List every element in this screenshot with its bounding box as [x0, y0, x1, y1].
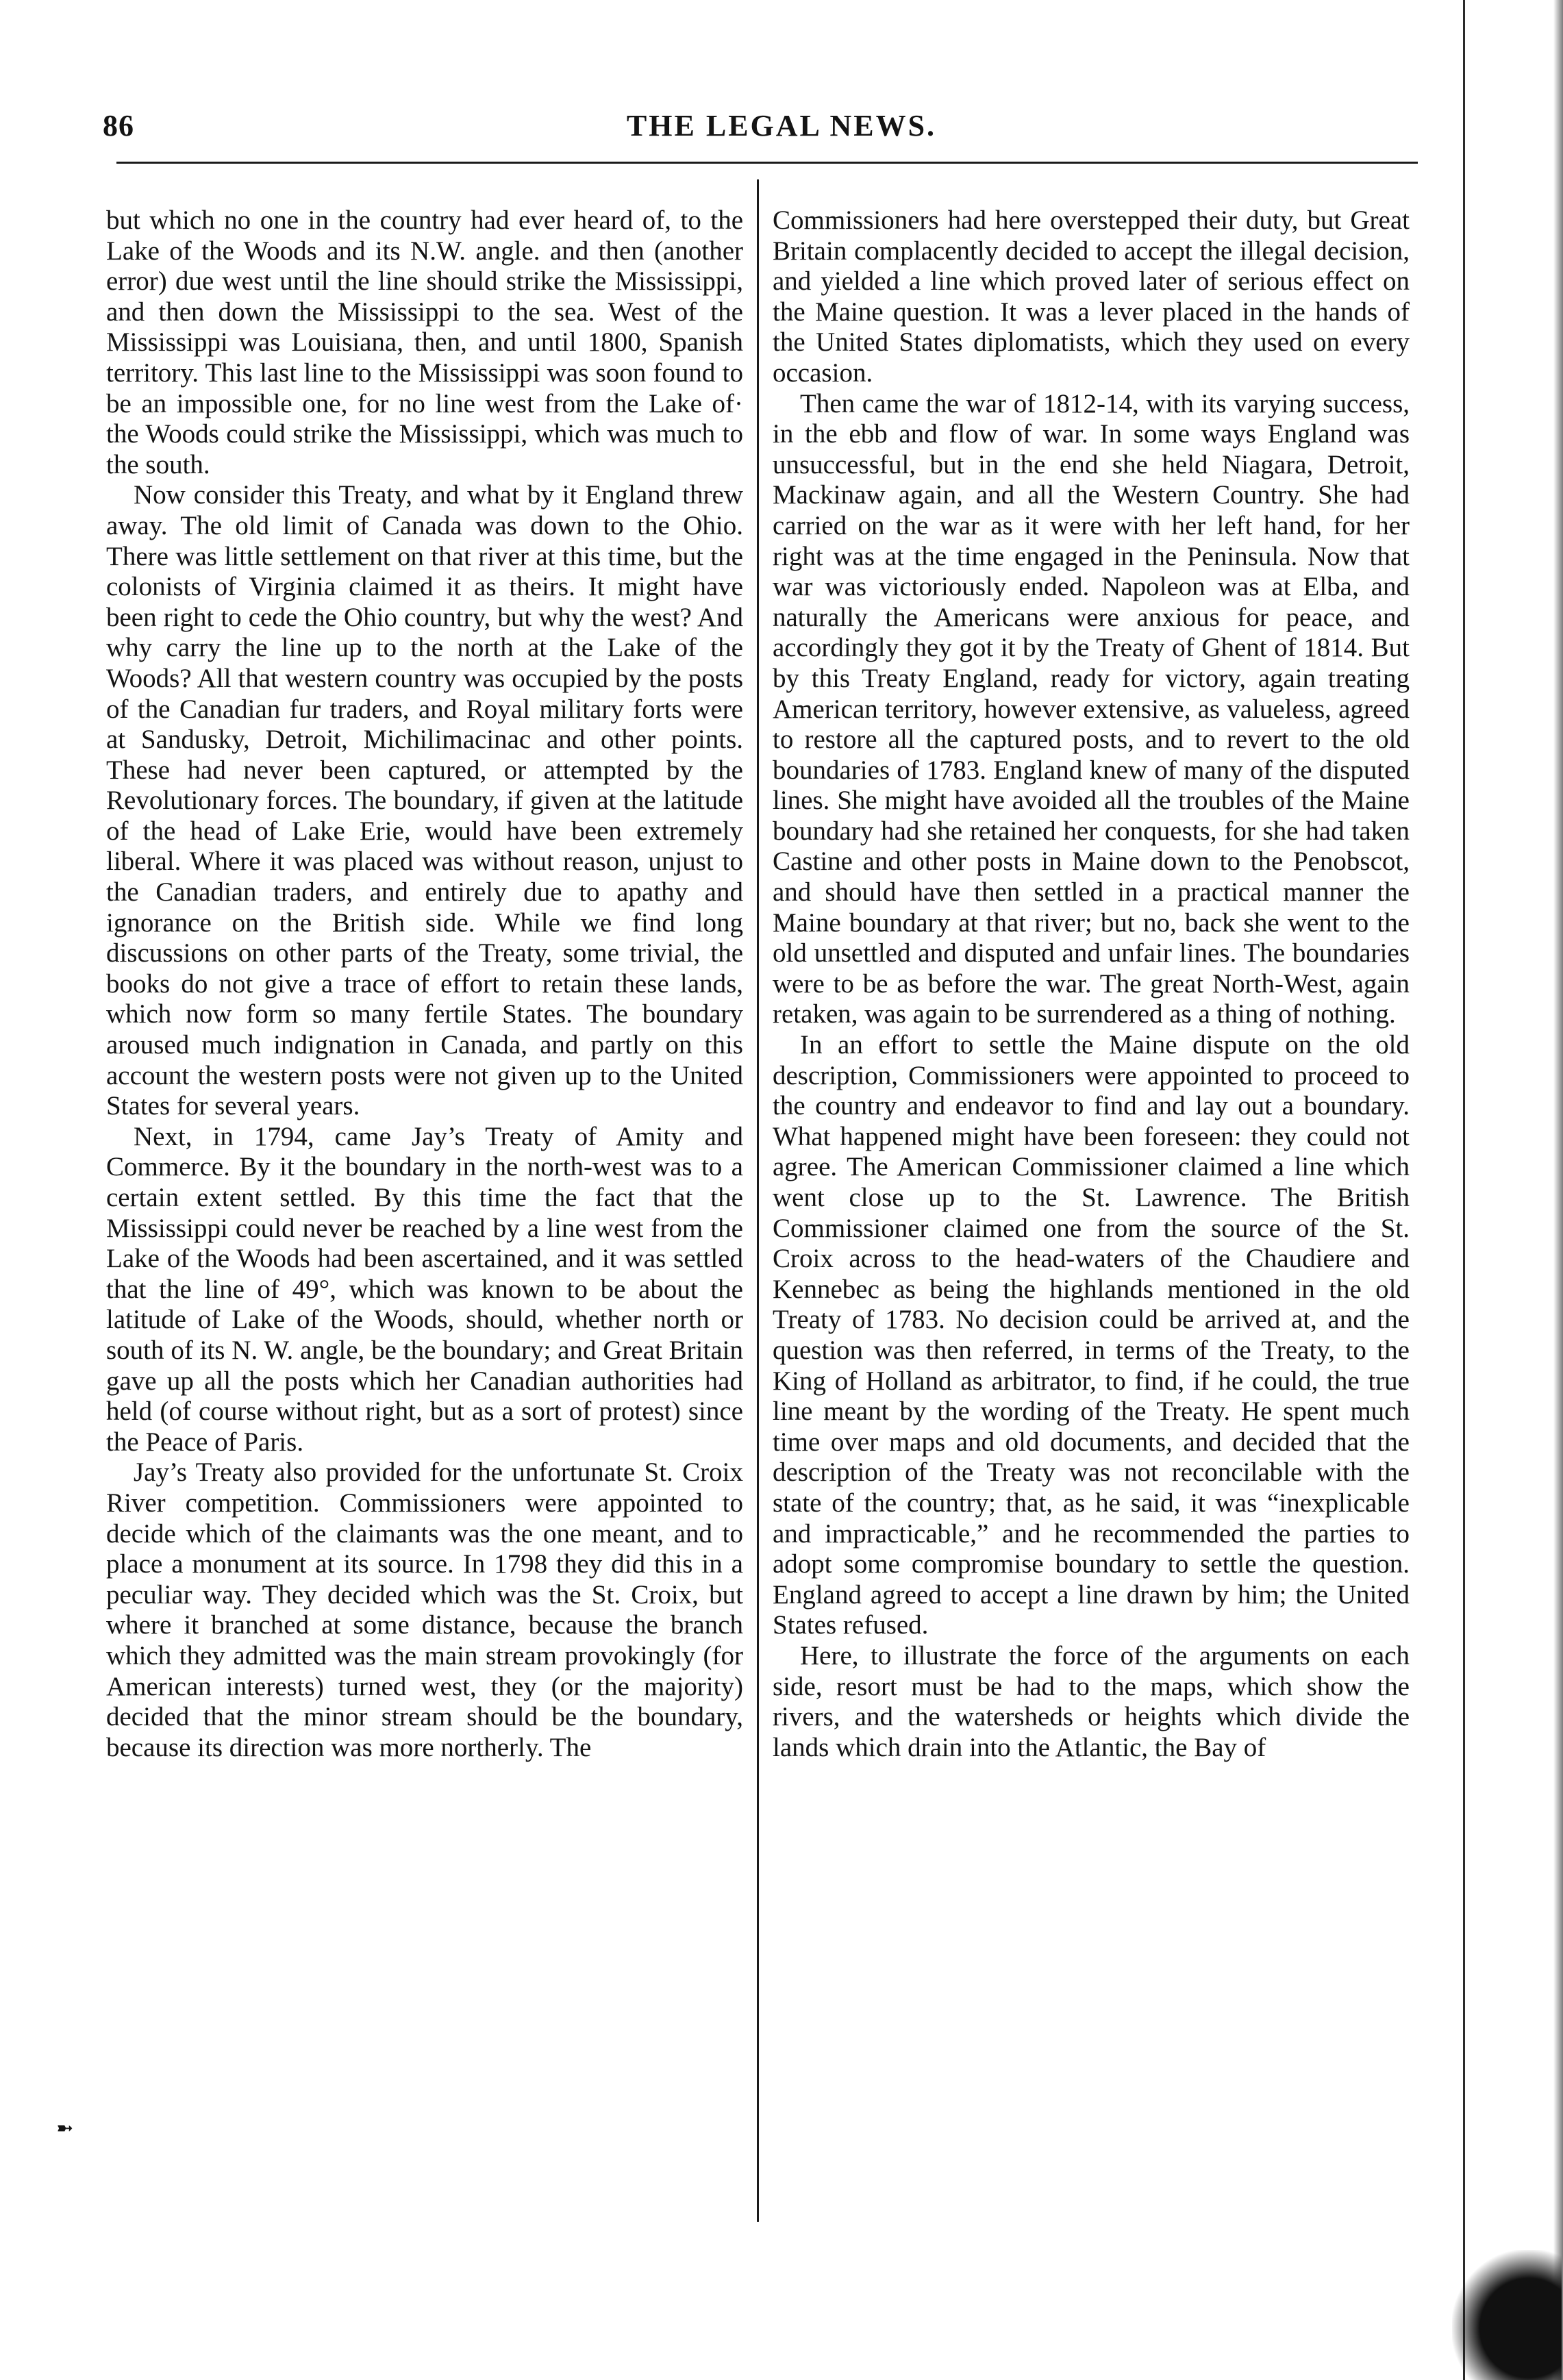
- left-paragraph-3: Next, in 1794, came Jay’s Treaty of Amity and Commerce. By it the boundary in the north-west was to a certain extent settled. By this time the fact that the Mississippi could never be reached by a line west from the Lake of the Woods had been ascertained, and it was settled that the line of 49°, which was known to be about the latitude of Lake of the Woods, should, whether north or south of its N. W. angle, be the boundary; and Great Britain gave up all the posts which her Canadian authorities had held (of course without right, but as a sort of protest) since the Peace of Paris.: [106, 1121, 743, 1457]
- left-paragraph-2: Now consider this Treaty, and what by it England threw away. The old limit of Canada was down to the Ohio. There was little settlement on that river at this time, but the colonists of Virginia claimed it as theirs. It might have been right to cede the Ohio country, but why the west? And why carry the line up to the north at the Lake of the Woods? All that western country was occupied by the posts of the Canadian fur traders, and Royal military forts were at Sandusky, Detroit, Michilimacinac and other points. These had never been captured, or attempted by the Revolutionary forces. The boundary, if given at the latitude of the head of Lake Erie, would have been extremely liberal. Where it was placed was without reason, unjust to the Canadian traders, and entirely due to apathy and ignorance on the British side. While we find long discussions on other parts of the Treaty, some trivial, the books do not give a trace of effort to retain these lands, which now form so many fertile States. The boundary aroused much indignation in Canada, and partly on this account the western posts were not given up to the United States for several years.: [106, 480, 743, 1121]
- column-divider: [757, 179, 759, 2222]
- running-title: THE LEGAL NEWS.: [626, 109, 937, 142]
- page-number: 86: [103, 109, 134, 142]
- left-column: [106, 205, 743, 1763]
- header-rule: [116, 162, 1418, 164]
- left-paragraph-1: but which no one in the country had ever heard of, to the Lake of the Woods and its N.W. angle. and then (another error) due west until the line should strike the Mississippi, and then down the Mississippi to the sea. West of the Mississippi was Louisiana, then, and until 1800, Spanish territory. This last line to the Mississippi was soon found to be an impossible one, for no line west from the Lake of· the Woods could strike the Mississippi, which was much to the south.: [106, 205, 743, 479]
- left-paragraph-4: Jay’s Treaty also provided for the unfortunate St. Croix River competition. Commissioners were appointed to decide which of the claimants was the one meant, and to place a monument at its source. In 1798 they did this in a peculiar way. They decided which was the St. Croix, but where it branched at some distance, because the branch which they admitted was the main stream provokingly (for American interests) turned west, they (or the majority) decided that the minor stream should be the boundary, because its direction was more northerly. The: [106, 1457, 743, 1762]
- page-edge-line: [1463, 0, 1465, 2380]
- page-edge-shadow: [1553, 0, 1563, 2380]
- right-column: [773, 205, 1410, 1763]
- margin-arrow-mark: ➼: [56, 2117, 74, 2140]
- right-paragraph-1: Commissioners had here overstepped their duty, but Great Britain complacently decided to accept the illegal decision, and yielded a line which proved later of serious effect on the Maine question. It was a lever placed in the hands of the United States diplomatists, which they used on every occasion.: [773, 205, 1410, 388]
- right-paragraph-4: Here, to illustrate the force of the arguments on each side, resort must be had to the maps, which show the rivers, and the watersheds or heights which divide the lands which drain into the Atlantic, the Bay of: [773, 1640, 1410, 1762]
- right-paragraph-2: Then came the war of 1812-14, with its varying success, in the ebb and flow of war. In some ways England was unsuccessful, but in the end she held Niagara, Detroit, Mackinaw again, and all the Western Country. She had carried on the war as it were with her left hand, for her right was at the time engaged in the Peninsula. Now that war was victoriously ended. Napoleon was at Elba, and naturally the Americans were anxious for peace, and accordingly they got it by the Treaty of Ghent of 1814. But by this Treaty England, ready for victory, again treating American territory, however extensive, as valueless, agreed to restore all the captured posts, and to revert to the old boundaries of 1783. England knew of many of the disputed lines. She might have avoided all the troubles of the Maine boundary had she retained her conquests, for she had taken Castine and other posts in Maine down to the Penobscot, and should have then settled in a practical manner the Maine boundary at that river; but no, back she went to the old unsettled and disputed and unfair lines. The boundaries were to be as before the war. The great North-West, again retaken, was again to be surrendered as a thing of nothing.: [773, 388, 1410, 1029]
- right-paragraph-3: In an effort to settle the Maine dispute on the old description, Commissioners were appointed to proceed to the country and endeavor to find and lay out a boundary. What happened might have been foreseen: they could not agree. The American Commissioner claimed a line which went close up to the St. Lawrence. The British Commissioner claimed one from the source of the St. Croix across to the head-waters of the Chaudiere and Kennebec as being the highlands mentioned in the old Treaty of 1783. No decision could be arrived at, and the question was then referred, in terms of the Treaty, to the King of Holland as arbitrator, to find, if he could, the true line meant by the wording of the Treaty. He spent much time over maps and old documents, and decided that the description of the Treaty was not reconcilable with the state of the country; that, as he said, it was “inexplicable and impracticable,” and he recommended the parties to adopt some compromise boundary to settle the question. England agreed to accept a line drawn by him; the United States refused.: [773, 1030, 1410, 1640]
- ink-smudge: [1452, 2250, 1562, 2380]
